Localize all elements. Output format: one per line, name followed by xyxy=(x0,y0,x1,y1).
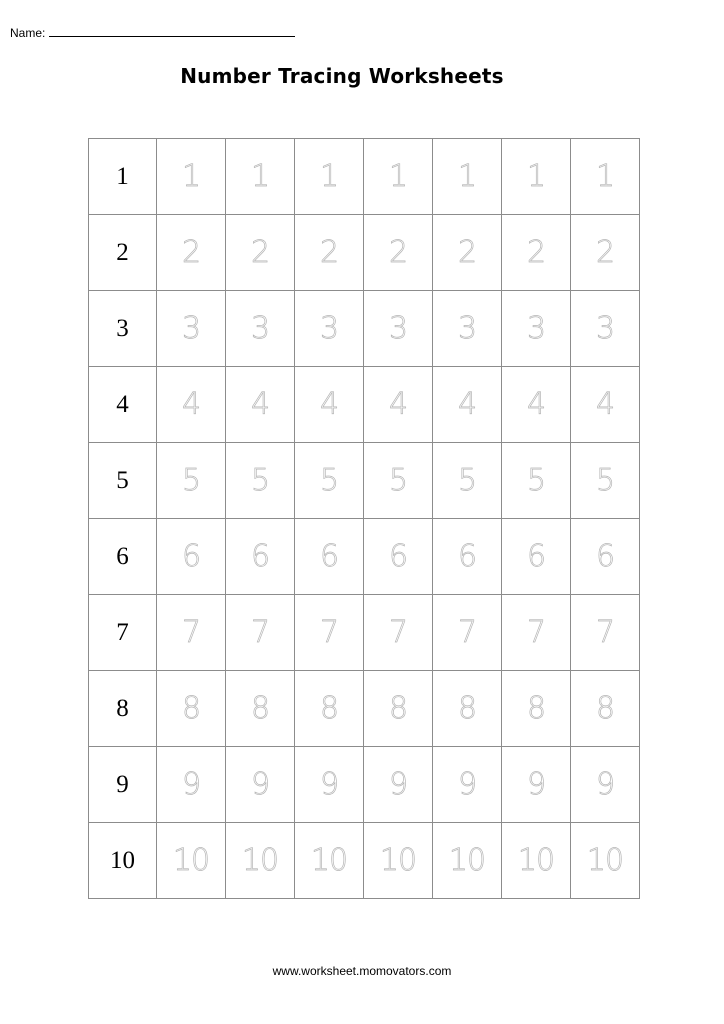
trace-digit-cell[interactable]: 4 xyxy=(364,367,433,443)
row-number-label: 4 xyxy=(89,367,157,443)
trace-digit-cell[interactable]: 10 xyxy=(226,823,295,899)
row-number-label: 7 xyxy=(89,595,157,671)
trace-digit-cell[interactable]: 1 xyxy=(157,139,226,215)
trace-digit-cell[interactable]: 2 xyxy=(226,215,295,291)
tracing-row xyxy=(89,215,640,291)
name-label: Name: xyxy=(10,26,46,40)
trace-digit-cell[interactable]: 7 xyxy=(226,595,295,671)
trace-digit-cell[interactable]: 6 xyxy=(226,519,295,595)
trace-digit-cell[interactable]: 3 xyxy=(364,291,433,367)
trace-digit-cell[interactable]: 9 xyxy=(364,747,433,823)
trace-digit-cell[interactable]: 10 xyxy=(571,823,640,899)
trace-digit-cell[interactable]: 4 xyxy=(295,367,364,443)
trace-digit-cell[interactable]: 4 xyxy=(157,367,226,443)
trace-digit-cell[interactable]: 5 xyxy=(364,443,433,519)
trace-digit-cell[interactable]: 5 xyxy=(157,443,226,519)
trace-digit-cell[interactable]: 9 xyxy=(157,747,226,823)
tracing-grid-body xyxy=(89,139,640,899)
trace-digit-cell[interactable]: 2 xyxy=(571,215,640,291)
trace-digit-cell[interactable]: 7 xyxy=(157,595,226,671)
trace-digit-cell[interactable]: 1 xyxy=(502,139,571,215)
trace-digit-cell[interactable]: 4 xyxy=(226,367,295,443)
trace-digit-cell[interactable]: 5 xyxy=(295,443,364,519)
trace-digit-cell[interactable]: 7 xyxy=(295,595,364,671)
trace-digit-cell[interactable]: 5 xyxy=(571,443,640,519)
trace-digit-cell[interactable]: 8 xyxy=(433,671,502,747)
trace-digit-cell[interactable]: 10 xyxy=(364,823,433,899)
trace-digit-cell[interactable]: 6 xyxy=(157,519,226,595)
tracing-row xyxy=(89,823,640,899)
trace-digit-cell[interactable]: 7 xyxy=(364,595,433,671)
trace-digit-cell[interactable]: 10 xyxy=(433,823,502,899)
trace-digit-cell[interactable]: 5 xyxy=(502,443,571,519)
row-number-label: 5 xyxy=(89,443,157,519)
name-field-line xyxy=(10,26,295,40)
row-number-label: 1 xyxy=(89,139,157,215)
footer-url: www.worksheet.momovators.com xyxy=(272,964,452,978)
trace-digit-cell[interactable]: 1 xyxy=(295,139,364,215)
tracing-row xyxy=(89,139,640,215)
trace-digit-cell[interactable]: 7 xyxy=(571,595,640,671)
trace-digit-cell[interactable]: 1 xyxy=(226,139,295,215)
row-number-label: 2 xyxy=(89,215,157,291)
tracing-row xyxy=(89,519,640,595)
trace-digit-cell[interactable]: 3 xyxy=(226,291,295,367)
trace-digit-cell[interactable]: 10 xyxy=(295,823,364,899)
row-number-label: 9 xyxy=(89,747,157,823)
trace-digit-cell[interactable]: 7 xyxy=(502,595,571,671)
row-number-label: 3 xyxy=(89,291,157,367)
trace-digit-cell[interactable]: 4 xyxy=(433,367,502,443)
trace-digit-cell[interactable]: 1 xyxy=(364,139,433,215)
trace-digit-cell[interactable]: 5 xyxy=(226,443,295,519)
row-number-label: 8 xyxy=(89,671,157,747)
trace-digit-cell[interactable]: 5 xyxy=(433,443,502,519)
trace-digit-cell[interactable]: 6 xyxy=(433,519,502,595)
row-number-label: 10 xyxy=(89,823,157,899)
trace-digit-cell[interactable]: 3 xyxy=(433,291,502,367)
trace-digit-cell[interactable]: 9 xyxy=(433,747,502,823)
trace-digit-cell[interactable]: 2 xyxy=(364,215,433,291)
trace-digit-cell[interactable]: 8 xyxy=(571,671,640,747)
tracing-row xyxy=(89,747,640,823)
trace-digit-cell[interactable]: 4 xyxy=(502,367,571,443)
trace-digit-cell[interactable]: 10 xyxy=(502,823,571,899)
trace-digit-cell[interactable]: 8 xyxy=(157,671,226,747)
trace-digit-cell[interactable]: 10 xyxy=(157,823,226,899)
tracing-grid xyxy=(88,138,640,899)
trace-digit-cell[interactable]: 6 xyxy=(295,519,364,595)
tracing-row xyxy=(89,595,640,671)
tracing-row xyxy=(89,291,640,367)
page-title: Number Tracing Worksheets xyxy=(180,64,504,88)
trace-digit-cell[interactable]: 1 xyxy=(433,139,502,215)
trace-digit-cell[interactable]: 2 xyxy=(502,215,571,291)
trace-digit-cell[interactable]: 9 xyxy=(226,747,295,823)
tracing-row xyxy=(89,443,640,519)
trace-digit-cell[interactable]: 8 xyxy=(502,671,571,747)
trace-digit-cell[interactable]: 3 xyxy=(502,291,571,367)
trace-digit-cell[interactable]: 6 xyxy=(502,519,571,595)
trace-digit-cell[interactable]: 2 xyxy=(157,215,226,291)
tracing-row xyxy=(89,671,640,747)
trace-digit-cell[interactable]: 9 xyxy=(571,747,640,823)
trace-digit-cell[interactable]: 2 xyxy=(433,215,502,291)
row-number-label: 6 xyxy=(89,519,157,595)
trace-digit-cell[interactable]: 1 xyxy=(571,139,640,215)
name-blank-underline[interactable] xyxy=(49,26,295,37)
trace-digit-cell[interactable]: 9 xyxy=(295,747,364,823)
trace-digit-cell[interactable]: 9 xyxy=(502,747,571,823)
trace-digit-cell[interactable]: 8 xyxy=(295,671,364,747)
trace-digit-cell[interactable]: 7 xyxy=(433,595,502,671)
trace-digit-cell[interactable]: 3 xyxy=(571,291,640,367)
trace-digit-cell[interactable]: 3 xyxy=(157,291,226,367)
trace-digit-cell[interactable]: 3 xyxy=(295,291,364,367)
trace-digit-cell[interactable]: 2 xyxy=(295,215,364,291)
trace-digit-cell[interactable]: 6 xyxy=(364,519,433,595)
trace-digit-cell[interactable]: 8 xyxy=(226,671,295,747)
trace-digit-cell[interactable]: 8 xyxy=(364,671,433,747)
trace-digit-cell[interactable]: 4 xyxy=(571,367,640,443)
tracing-row xyxy=(89,367,640,443)
trace-digit-cell[interactable]: 6 xyxy=(571,519,640,595)
